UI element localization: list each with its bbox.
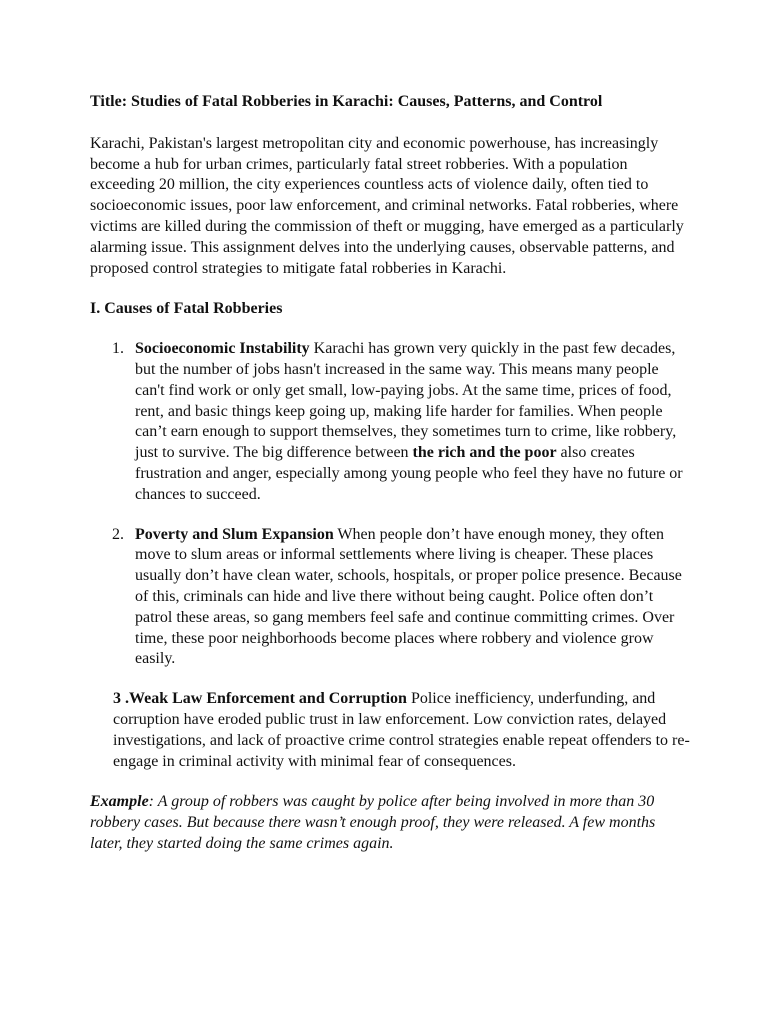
causes-list	[90, 339, 690, 670]
section-heading: I. Causes of Fatal Robberies	[90, 300, 283, 318]
list-item-number: 3 .	[113, 690, 129, 708]
list-item	[90, 689, 690, 772]
list-item-text: Police inefficiency, underfunding, and corruption have eroded public trust in law enforcement. Low conviction rates, delayed investigations, and lack of proactive crime control strategies enable repeat offenders to re-engage in criminal activity with minimal fear of consequences.	[113, 690, 690, 770]
list-item-emphasis: the rich and the poor	[412, 444, 557, 462]
list-item-heading: Socioeconomic Instability	[135, 340, 310, 358]
list-item	[90, 339, 690, 505]
list-item-number: 2.	[112, 525, 124, 543]
example-paragraph	[90, 792, 690, 854]
list-item-text: Karachi has grown very quickly in the past few decades, but the number of jobs hasn't increased in the same way. This means many people can't find work or only get small, low-paying jobs. At the same time, prices of food, rent, and basic things keep going up, making life harder for families. When people can’t earn enough to support themselves, they sometimes turn to crime, like robbery, just to survive. The big difference between	[135, 340, 677, 462]
list-item-heading: Weak Law Enforcement and Corruption	[129, 690, 407, 708]
example-text: : A group of robbers was caught by police after being involved in more than 30 robbery cases. But because there wasn’t enough proof, they were released. A few months later, they started doing the same crimes again.	[90, 793, 656, 852]
intro-paragraph: Karachi, Pakistan's largest metropolitan city and economic powerhouse, has increasingly become a hub for urban crimes, particularly fatal street robberies. With a population exceeding 20 million, the city experiences countless acts of violence daily, often tied to socioeconomic issues, poor law enforcement, and criminal networks. Fatal robberies, where victims are killed during the commission of theft or mugging, have emerged as a particularly alarming issue. This assignment delves into the underlying causes, observable patterns, and proposed control strategies to mitigate fatal robberies in Karachi.	[90, 134, 684, 277]
list-item-heading: Poverty and Slum Expansion	[135, 525, 334, 543]
list-item	[90, 525, 690, 671]
example-label: Example	[90, 793, 149, 811]
document-page	[90, 92, 690, 855]
document-title: Title: Studies of Fatal Robberies in Karachi: Causes, Patterns, and Control	[90, 93, 603, 110]
list-item-text: When people don’t have enough money, they often move to slum areas or informal settlements where living is cheaper. These places usually don’t have clean water, schools, hospitals, or proper police presence. Because of this, criminals can hide and live there without being caught. Police often don’t patrol these areas, so gang members feel safe and continue committing crimes. Over time, these poor neighborhoods become places where robbery and violence grow easily.	[135, 525, 682, 668]
list-item-number: 1.	[112, 340, 124, 358]
list-item-text: also creates frustration and anger, especially among young people who feel they have no future or chances to succeed.	[135, 444, 683, 503]
